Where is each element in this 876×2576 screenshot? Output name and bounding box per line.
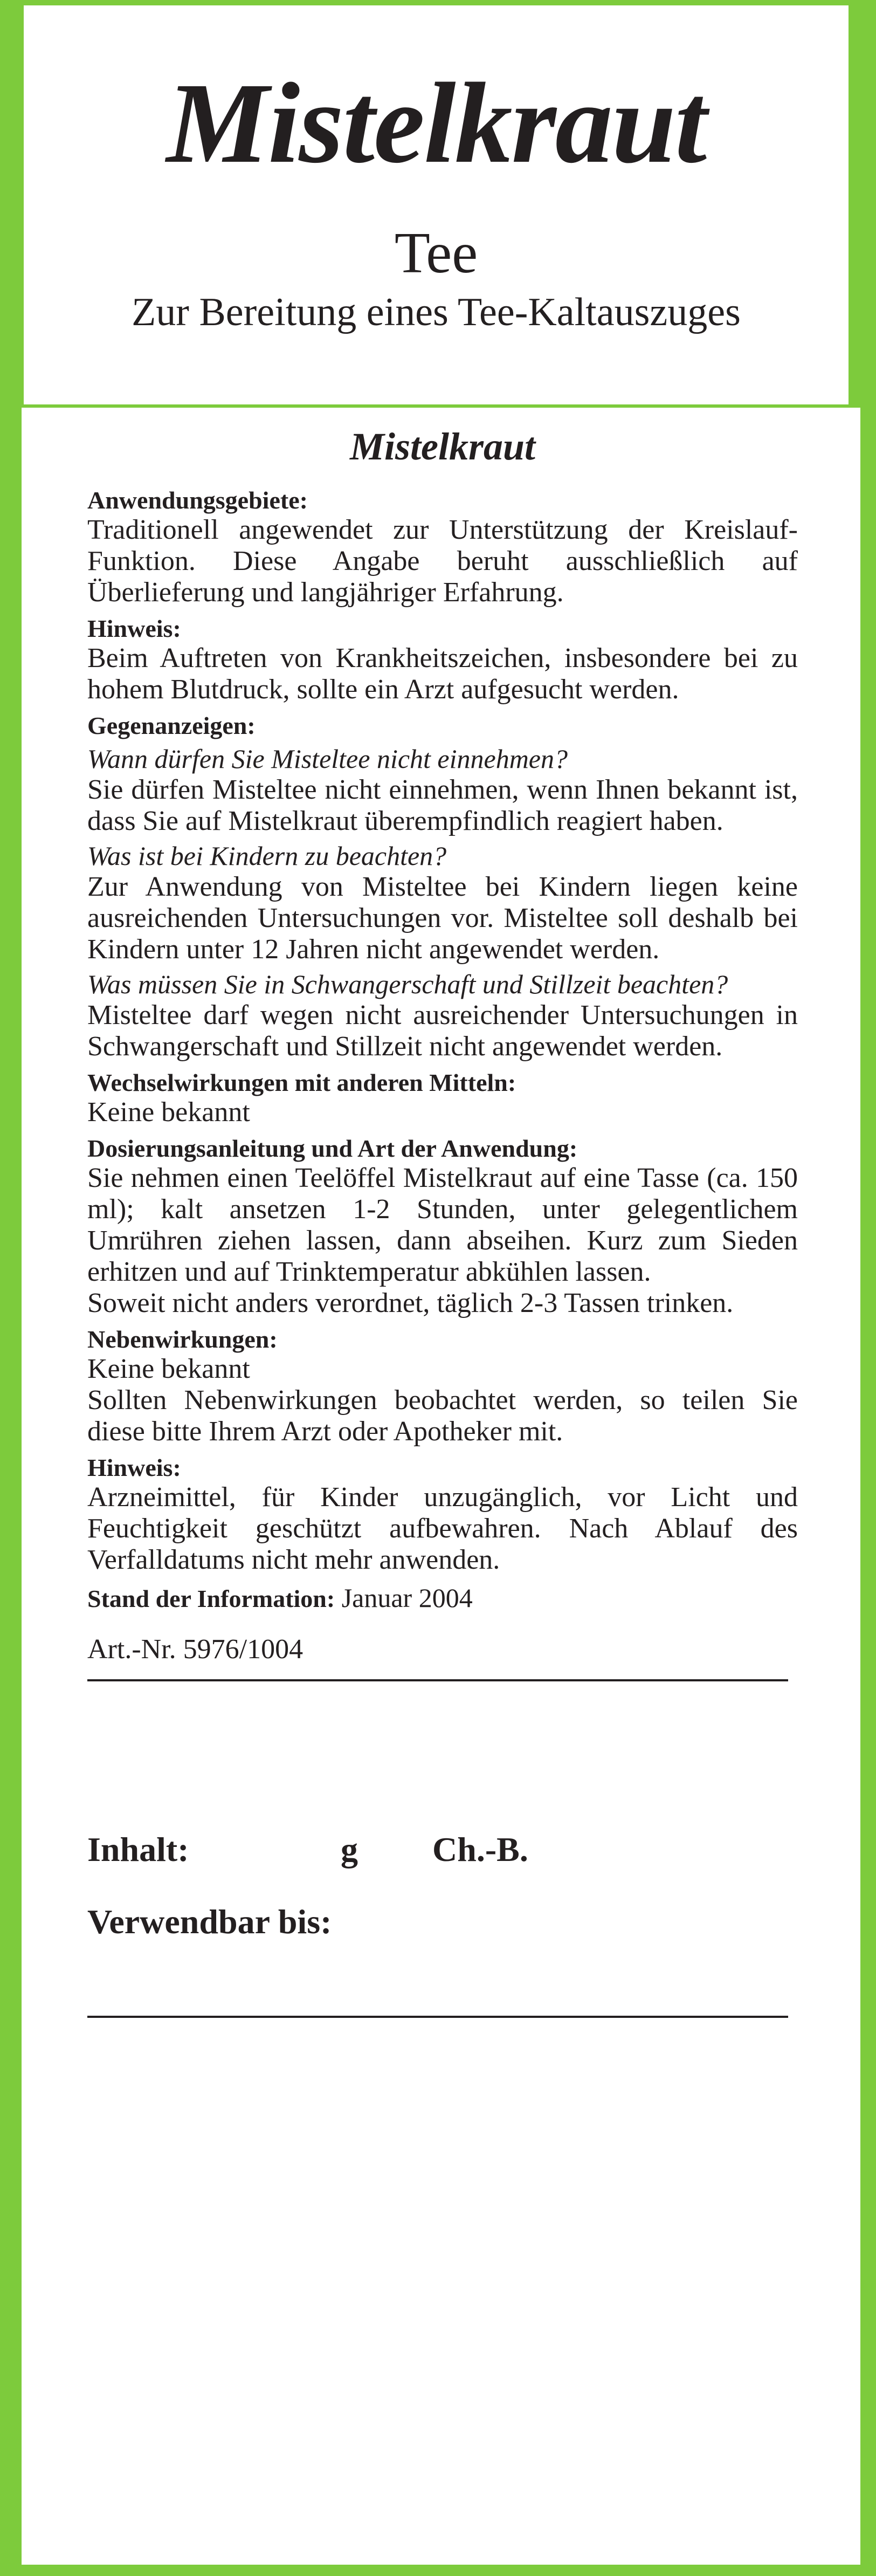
leaflet-title: Mistelkraut bbox=[349, 425, 536, 468]
section-text: Arzneimittel, für Kinder unzugänglich, vor Licht und Feuchtigkeit geschützt aufbewahren. Nach Ablauf des Verfalldatums nicht mehr anwenden. bbox=[87, 1482, 798, 1575]
brand-title: Mistelkraut bbox=[166, 59, 706, 187]
section-heading: Dosierungsanleitung und Art der Anwendung: bbox=[87, 1135, 578, 1162]
question: Was ist bei Kindern zu beachten? bbox=[87, 841, 447, 871]
question: Was müssen Sie in Schwangerschaft und Stillzeit beachten? bbox=[87, 969, 728, 999]
section-heading: Anwendungsgebiete: bbox=[87, 486, 308, 514]
product-description: Zur Bereitung eines Tee-Kaltauszuges bbox=[132, 290, 741, 334]
information-date-value: Januar 2004 bbox=[341, 1583, 473, 1613]
section-text: Beim Auftreten von Krankheitszeichen, insbesondere bei zu hohem Blutdruck, sollte ein Arzt aufgesucht werden. bbox=[87, 643, 798, 705]
section-heading: Nebenwirkungen: bbox=[87, 1325, 278, 1353]
section-heading: Hinweis: bbox=[87, 1454, 181, 1481]
batch-label: Ch.-B. bbox=[432, 1830, 528, 1869]
section-text: Sie nehmen einen Teelöffel Mistelkraut auf eine Tasse (ca. 150 ml); kalt ansetzen 1-2 Stunden, unter gelegentlichem Umrühren ziehen lassen, dann abseihen. Kurz zum Sieden erhitzen und auf Trinktemperatur abkühlen lassen. bbox=[87, 1163, 798, 1287]
section-text: Sollten Nebenwirkungen beobachtet werden, so teilen Sie diese bitte Ihrem Arzt oder Apotheker mit. bbox=[87, 1385, 798, 1447]
answer: Misteltee darf wegen nicht ausreichender Untersuchungen in Schwangerschaft und Stillzeit nicht angewendet werden. bbox=[87, 1000, 798, 1062]
section-text: Soweit nicht anders verordnet, täglich 2-3 Tassen trinken. bbox=[87, 1288, 734, 1318]
batch-info bbox=[87, 1832, 798, 1939]
answer: Zur Anwendung von Misteltee bei Kindern liegen keine ausreichenden Untersuchungen vor. Misteltee soll deshalb bei Kindern unter 12 Jahren nicht angewendet werden. bbox=[87, 871, 798, 965]
section-heading: Hinweis: bbox=[87, 615, 181, 642]
answer: Sie dürfen Misteltee nicht einnehmen, wenn Ihnen bekannt ist, dass Sie auf Mistelkraut überempfindlich reagiert haben. bbox=[87, 774, 798, 836]
product-label bbox=[24, 5, 849, 404]
section-anwendungsgebiete bbox=[87, 486, 798, 608]
package-leaflet bbox=[22, 408, 860, 2565]
section-text: Keine bekannt bbox=[87, 1097, 250, 1128]
section-heading: Wechselwirkungen mit anderen Mitteln: bbox=[87, 1069, 516, 1096]
information-date bbox=[87, 1582, 798, 1615]
product-type: Tee bbox=[394, 221, 478, 285]
unit-label: g bbox=[341, 1830, 358, 1869]
content-row bbox=[87, 1832, 798, 1867]
section-text: Keine bekannt bbox=[87, 1354, 250, 1384]
expiry-label: Verwendbar bis: bbox=[87, 1902, 332, 1941]
divider-line bbox=[87, 1679, 788, 1681]
expiry-row bbox=[87, 1902, 798, 1941]
information-date-label: Stand der Information: bbox=[87, 1585, 335, 1612]
question: Wann dürfen Sie Misteltee nicht einnehmen? bbox=[87, 744, 568, 774]
section-hinweis-lagerung bbox=[87, 1454, 798, 1576]
section-nebenwirkungen bbox=[87, 1325, 798, 1447]
divider-line bbox=[87, 2016, 788, 2018]
section-text: Traditionell angewendet zur Unterstützung der Kreislauf-Funktion. Diese Angabe beruht ausschließlich auf Überlieferung und langjähriger Erfahrung. bbox=[87, 514, 798, 608]
article-number: Art.-Nr. 5976/1004 bbox=[87, 1634, 304, 1665]
section-heading: Gegenanzeigen: bbox=[87, 712, 256, 739]
section-gegenanzeigen bbox=[87, 712, 798, 1062]
content-label: Inhalt: bbox=[87, 1830, 189, 1869]
section-dosierung bbox=[87, 1135, 798, 1319]
section-wechselwirkungen bbox=[87, 1069, 798, 1128]
section-hinweis bbox=[87, 615, 798, 705]
